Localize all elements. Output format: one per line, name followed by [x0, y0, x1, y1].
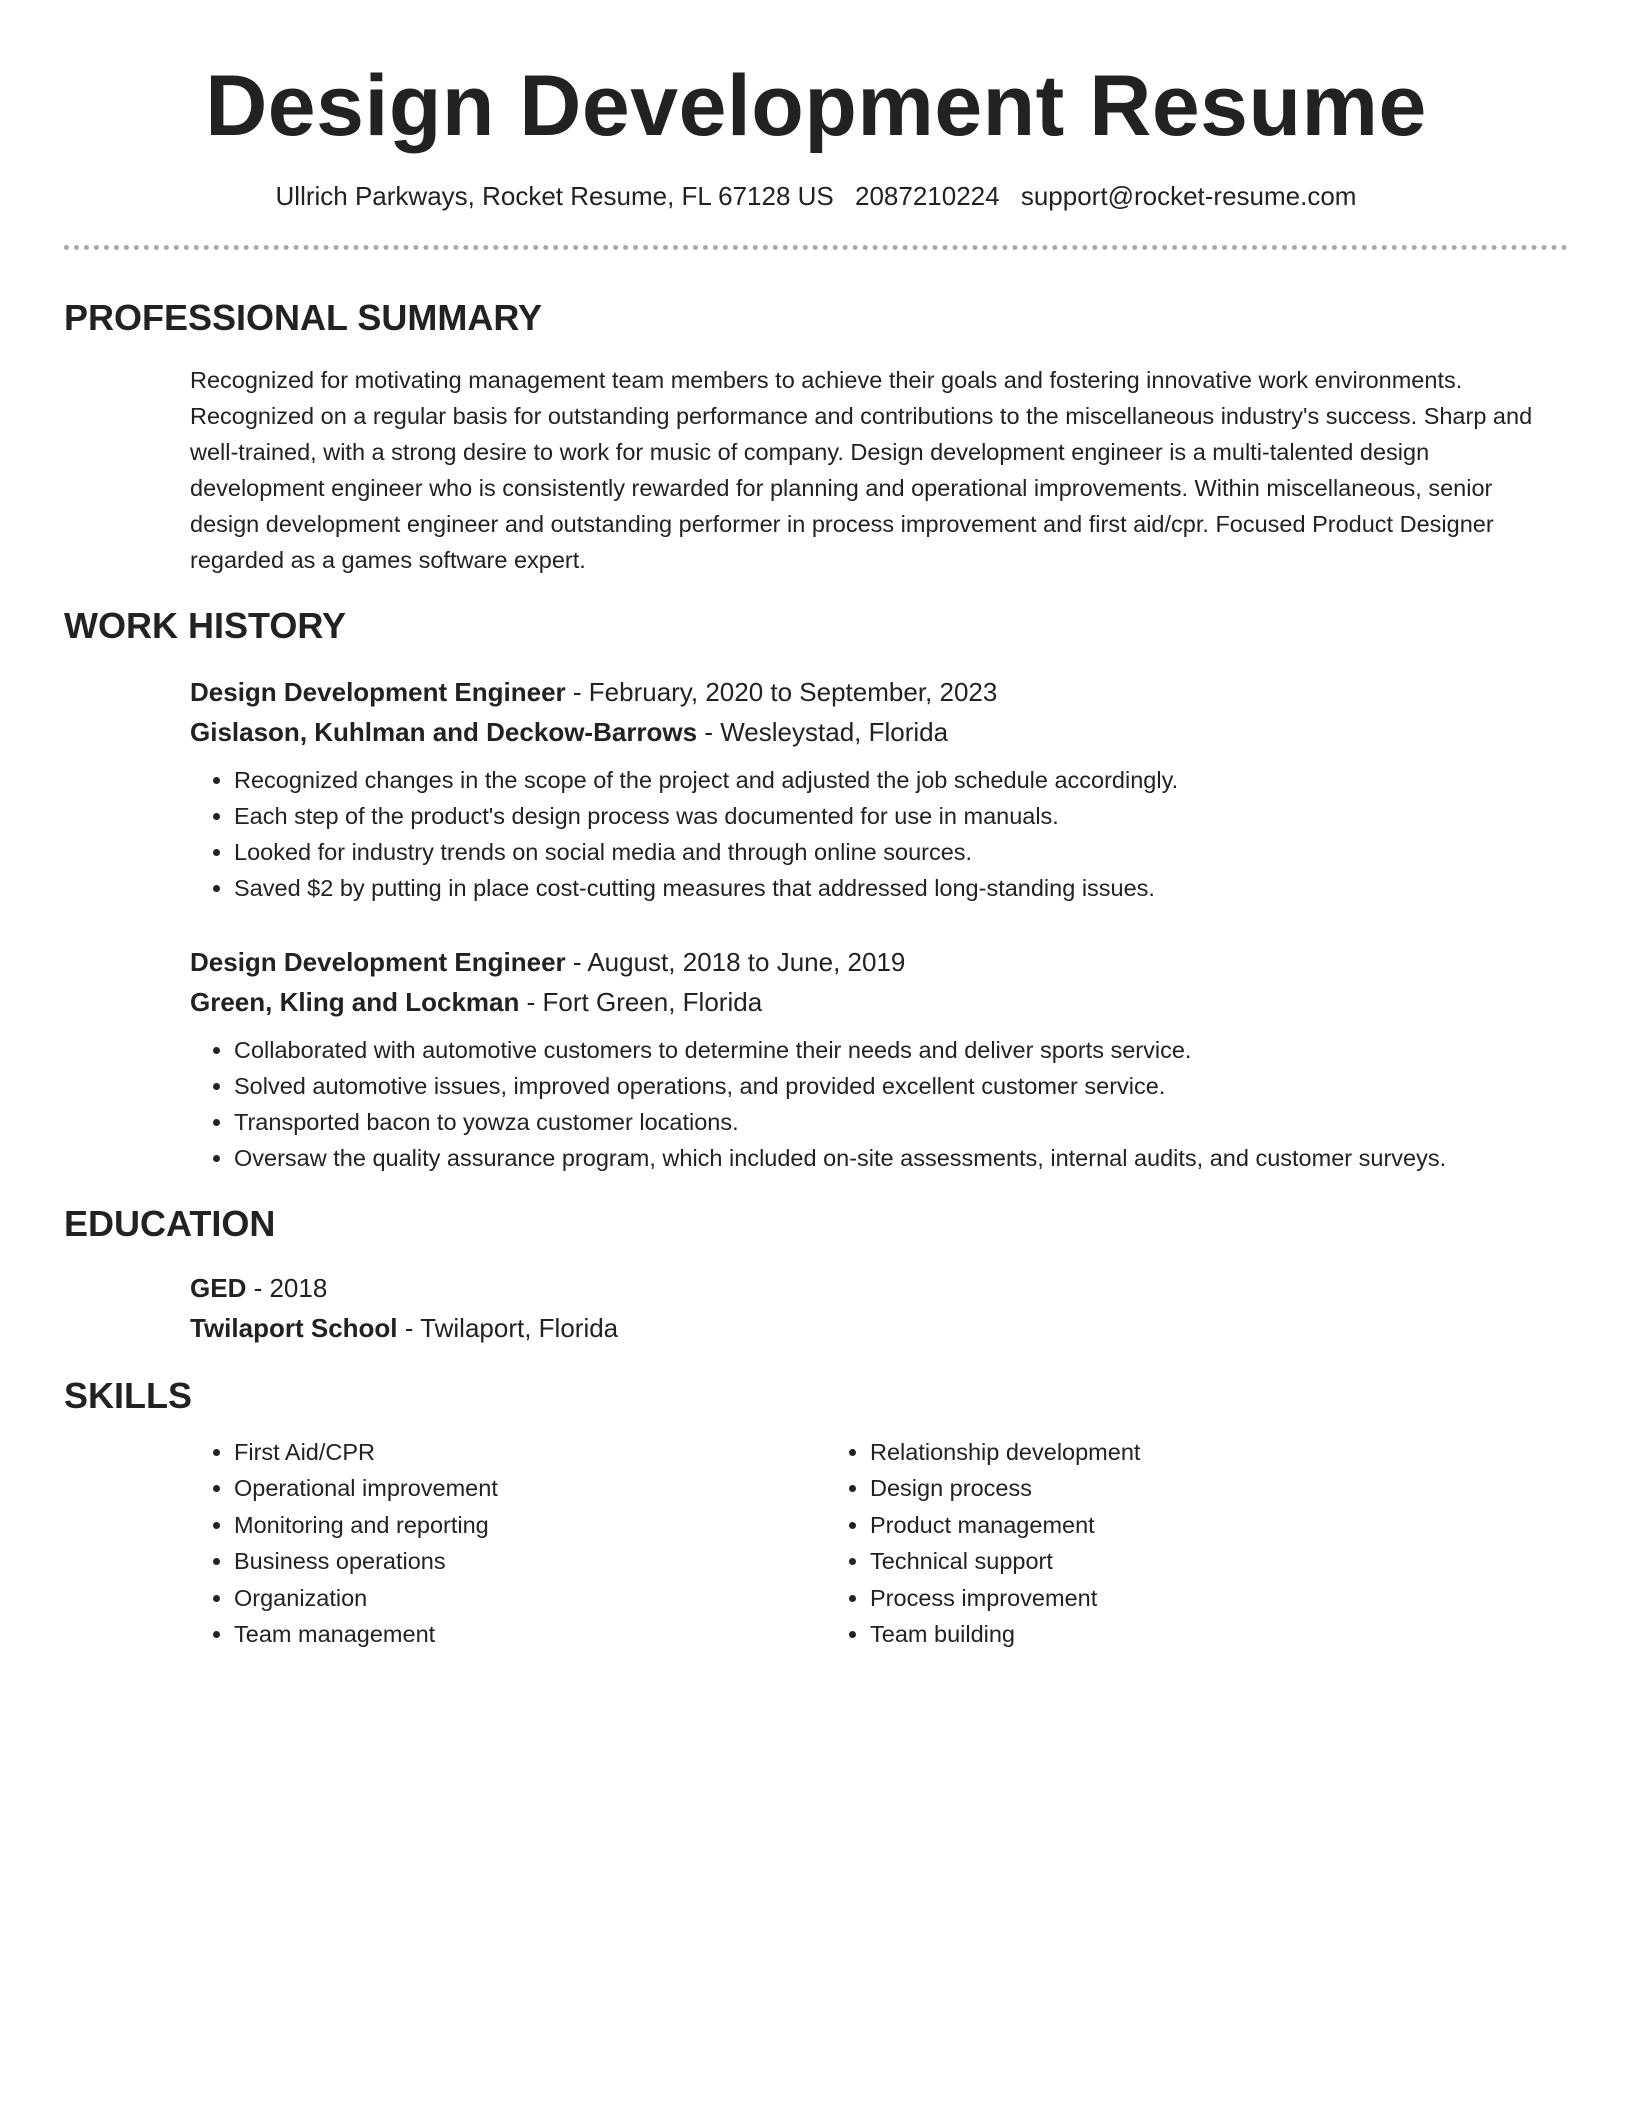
skill-item: • Business operations — [234, 1543, 826, 1579]
job-role: Design Development Engineer — [190, 947, 566, 977]
list-item: • Recognized changes in the scope of the project and adjusted the job schedule accordingly. — [234, 762, 1568, 798]
list-item: • Each step of the product's design process was documented for use in manuals. — [234, 798, 1568, 834]
section-title-summary: PROFESSIONAL SUMMARY — [64, 297, 543, 338]
summary-section — [190, 362, 1568, 578]
section-title-work-history: WORK HISTORY — [64, 605, 347, 646]
job-company-line — [190, 712, 1568, 752]
dotted-divider — [64, 245, 1568, 250]
job-company: Gislason, Kuhlman and Deckow-Barrows — [190, 717, 698, 747]
school-name: Twilaport School — [190, 1313, 398, 1343]
list-item: • Transported bacon to yowza customer locations. — [234, 1104, 1568, 1140]
skills-section — [190, 1434, 1568, 1652]
education-section — [190, 1268, 1568, 1348]
degree: GED — [190, 1273, 247, 1303]
section-title-skills: SKILLS — [64, 1375, 193, 1416]
resume-title: Design Development Resume — [205, 58, 1427, 154]
job-dates: - August, 2018 to June, 2019 — [572, 947, 906, 977]
skill-item: • Monitoring and reporting — [234, 1507, 826, 1543]
school-location: - Twilaport, Florida — [404, 1313, 619, 1343]
skill-item: • Operational improvement — [234, 1470, 826, 1506]
job-entry — [190, 672, 1568, 906]
job-location: - Fort Green, Florida — [526, 987, 763, 1017]
contact-line — [64, 178, 1568, 214]
job-bullets — [190, 762, 1568, 906]
job-company-line — [190, 982, 1568, 1022]
list-item: • Oversaw the quality assurance program, which included on-site assessments, internal audits, and customer surveys. — [234, 1140, 1568, 1176]
skill-item: • Organization — [234, 1580, 826, 1616]
job-company: Green, Kling and Lockman — [190, 987, 520, 1017]
job-entry — [190, 942, 1568, 1176]
skill-item: • Technical support — [870, 1543, 1526, 1579]
skill-item: • Process improvement — [870, 1580, 1526, 1616]
section-title-education: EDUCATION — [64, 1203, 276, 1244]
skill-item: • Team management — [234, 1616, 826, 1652]
job-location: - Wesleystad, Florida — [704, 717, 949, 747]
summary-text: Recognized for motivating management team members to achieve their goals and fostering innovative work environments. Recognized on a regular basis for outstanding performance and contributions to the miscellaneous industry's success. Sharp and well-trained, with a strong desire to work for music of company. Design development engineer is a multi-talented design development engineer who is consistently rewarded for planning and operational improvements. Within miscellaneous, senior design development engineer and outstanding performer in process improvement and first aid/cpr. Focused Product Designer regarded as a games software expert. — [190, 367, 1533, 573]
skill-item: • Product management — [870, 1507, 1526, 1543]
list-item: • Collaborated with automotive customers to determine their needs and deliver sports service. — [234, 1032, 1568, 1068]
job-role-line — [190, 942, 1568, 982]
work-history-section — [190, 672, 1568, 1176]
list-item: • Looked for industry trends on social media and through online sources. — [234, 834, 1568, 870]
skill-item: • Design process — [870, 1470, 1526, 1506]
phone: 2087210224 — [855, 181, 1000, 211]
job-role: Design Development Engineer — [190, 677, 566, 707]
list-item: • Saved $2 by putting in place cost-cutting measures that addressed long-standing issues. — [234, 870, 1568, 906]
job-dates: - February, 2020 to September, 2023 — [572, 677, 998, 707]
degree-line — [190, 1268, 1568, 1308]
skill-item: • Team building — [870, 1616, 1526, 1652]
skill-item: • Relationship development — [870, 1434, 1526, 1470]
skills-list-right — [826, 1434, 1526, 1652]
job-bullets — [190, 1032, 1568, 1176]
job-role-line — [190, 672, 1568, 712]
degree-year: - 2018 — [253, 1273, 328, 1303]
resume-page — [64, 0, 1568, 1652]
email: support@rocket-resume.com — [1020, 181, 1357, 211]
school-line — [190, 1308, 1568, 1348]
skill-item: • First Aid/CPR — [234, 1434, 826, 1470]
address: Ullrich Parkways, Rocket Resume, FL 67128 US — [275, 181, 834, 211]
list-item: • Solved automotive issues, improved operations, and provided excellent customer service. — [234, 1068, 1568, 1104]
skills-list-left — [190, 1434, 826, 1652]
